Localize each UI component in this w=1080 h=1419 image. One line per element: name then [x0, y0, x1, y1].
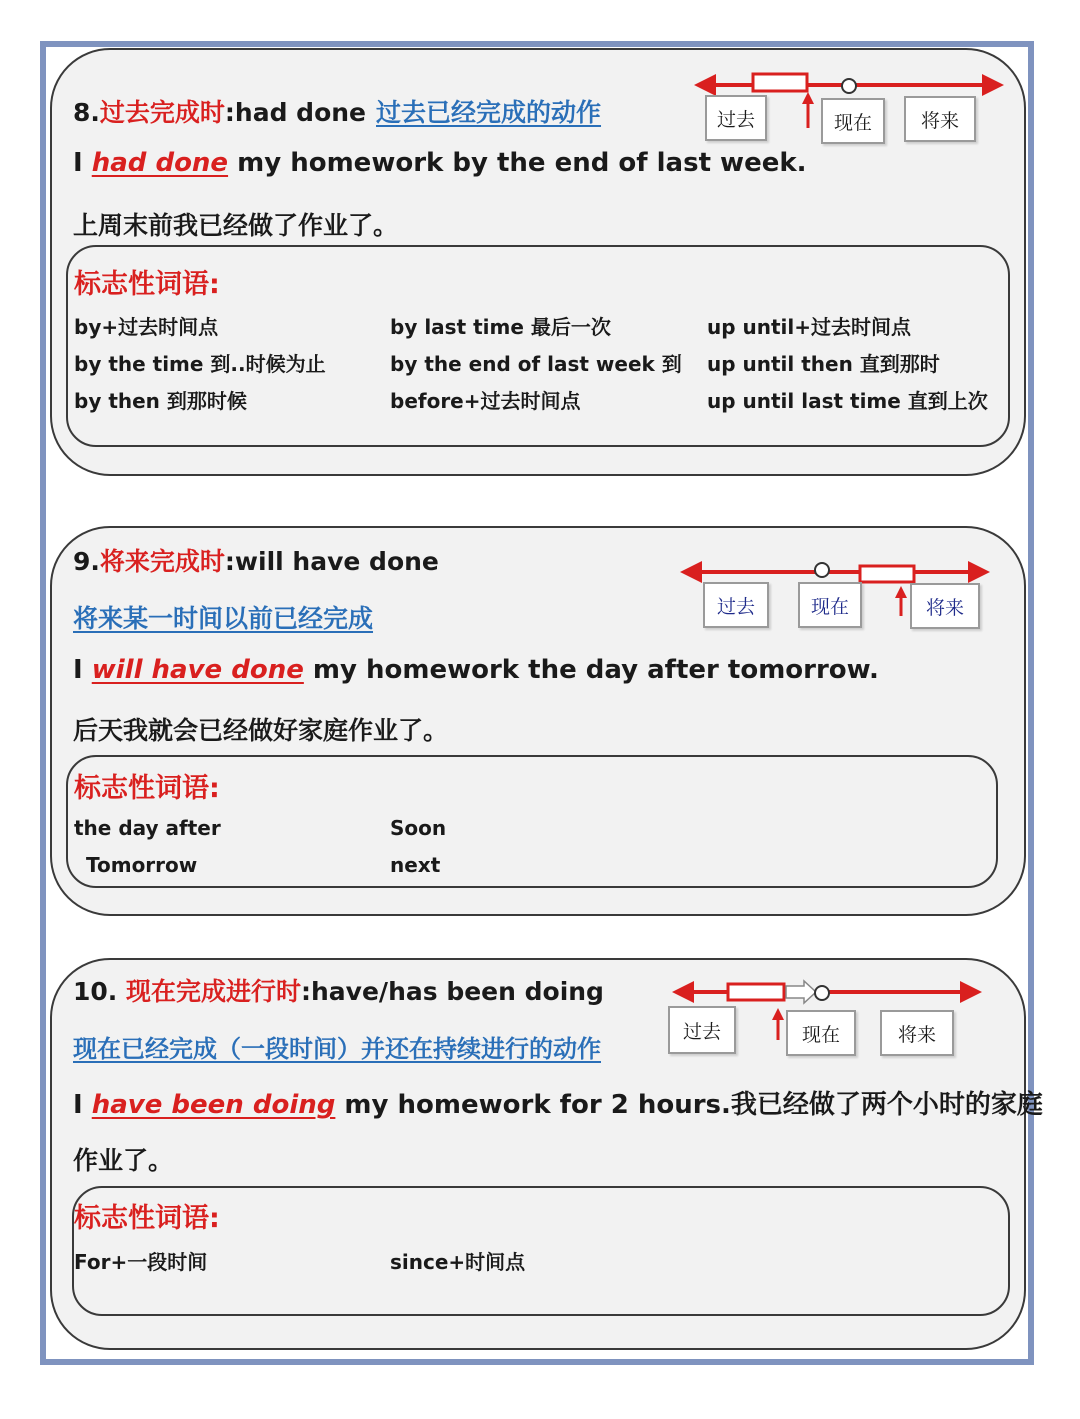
- keyword: by the end of last week 到: [390, 352, 682, 376]
- keyword: since+时间点: [390, 1250, 526, 1274]
- section-9-translation: 后天我就会已经做好家庭作业了。: [73, 716, 449, 745]
- section-number: 9.: [73, 547, 100, 576]
- section-10-example: I have been doing my homework for 2 hours.我已经做了两个小时的家庭: [73, 1090, 1043, 1120]
- keyword: up until then 直到那时: [707, 352, 940, 376]
- section-8-translation: 上周末前我已经做了作业了。: [73, 211, 399, 240]
- tense-name: 过去完成时: [99, 98, 225, 127]
- section-9-example: I will have done my homework the day after tomorrow.: [73, 655, 879, 685]
- keyword: by last time 最后一次: [390, 315, 611, 339]
- section-number: 8.: [73, 98, 100, 127]
- section-8-example: I had done my homework by the end of last week.: [73, 148, 807, 178]
- section-8-meaning: 过去已经完成的动作: [376, 98, 602, 127]
- keyword: next: [390, 853, 441, 877]
- example-verb: had done: [91, 148, 229, 178]
- tense-name: 将来完成时: [99, 547, 225, 576]
- tense-form: :will have done: [224, 547, 439, 576]
- up-arrow-icon: [772, 1008, 784, 1020]
- example-verb: have been doing: [91, 1090, 336, 1120]
- timeline-future-label: 将来: [880, 1010, 954, 1056]
- tense-name: 现在完成进行时: [126, 977, 302, 1006]
- section-9-keywords-title: 标志性词语:: [74, 773, 220, 804]
- keyword: Tomorrow: [86, 853, 198, 877]
- duration-box: [728, 984, 784, 1000]
- keyword: by then 到那时候: [74, 389, 247, 413]
- section-9-meaning: 将来某一时间以前已经完成: [73, 604, 374, 633]
- keyword: before+过去时间点: [390, 389, 581, 413]
- example-verb: will have done: [91, 655, 304, 685]
- section-10-example-continued: 作业了。: [73, 1146, 174, 1175]
- timeline-now-label: 现在: [786, 1010, 856, 1056]
- timeline-future-label: 将来: [904, 96, 976, 142]
- section-8-keywords-title: 标志性词语:: [74, 269, 220, 300]
- timeline-now-label: 现在: [798, 582, 862, 628]
- keyword: For+一段时间: [74, 1250, 208, 1274]
- keyword: up until last time 直到上次: [707, 389, 988, 413]
- now-marker: [815, 986, 829, 1000]
- tense-form: :have/has been doing: [301, 977, 604, 1006]
- keyword: by+过去时间点: [74, 315, 219, 339]
- keyword: by the time 到..时候为止: [74, 352, 326, 376]
- keyword: the day after: [74, 816, 221, 840]
- keyword: up until+过去时间点: [707, 315, 912, 339]
- section-number: 10.: [73, 977, 126, 1006]
- continuing-arrow-icon: [786, 981, 816, 1003]
- timeline-now-label: 现在: [821, 98, 885, 144]
- timeline-past-label: 过去: [703, 582, 769, 628]
- timeline-past-label: 过去: [668, 1006, 736, 1054]
- timeline-past-label: 过去: [705, 95, 767, 141]
- timeline-future-label: 将来: [910, 583, 980, 629]
- tense-form: :had done: [224, 98, 367, 127]
- section-10-meaning: 现在已经完成（一段时间）并还在持续进行的动作: [73, 1035, 601, 1063]
- keyword: Soon: [390, 816, 447, 840]
- section-10-keywords-title: 标志性词语:: [74, 1203, 220, 1234]
